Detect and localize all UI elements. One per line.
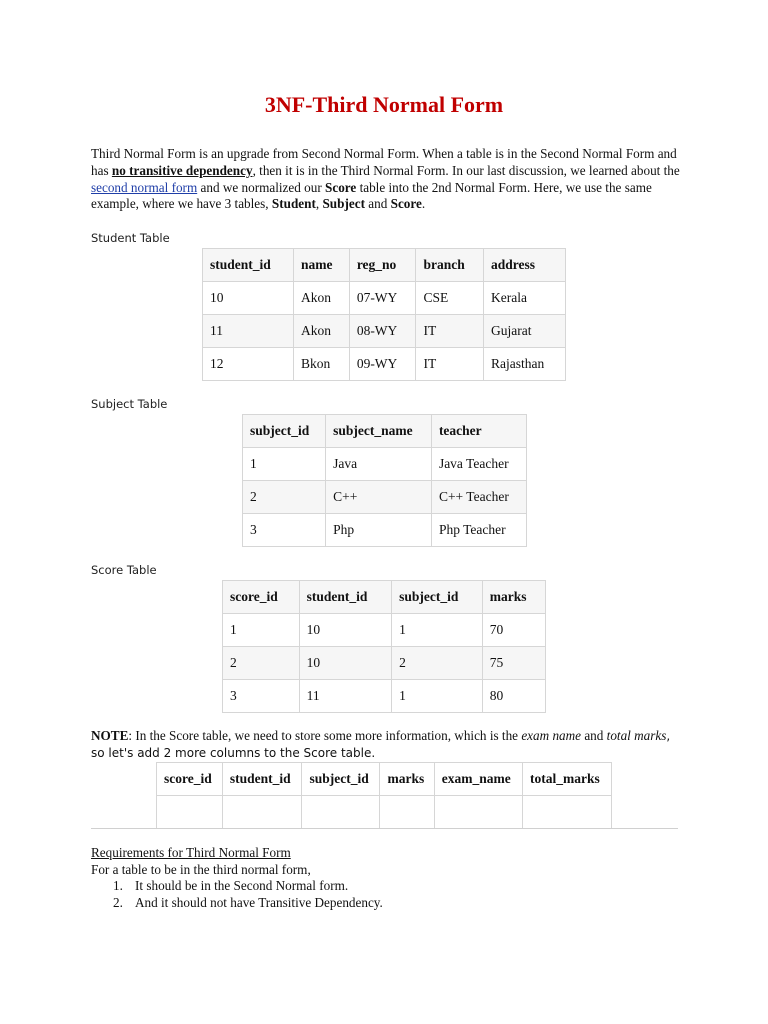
table-row bbox=[203, 315, 566, 348]
table-cell: 2 bbox=[243, 481, 326, 514]
table-cell: Bkon bbox=[293, 348, 349, 381]
column-header: subject_id bbox=[392, 581, 483, 614]
table-row bbox=[203, 348, 566, 381]
subject-table-caption: Subject Table bbox=[91, 397, 168, 411]
column-header: subject_name bbox=[326, 415, 432, 448]
column-header: marks bbox=[380, 763, 434, 796]
student-table-caption: Student Table bbox=[91, 231, 170, 245]
requirements-title: Requirements for Third Normal Form bbox=[91, 845, 291, 860]
table-row bbox=[243, 481, 527, 514]
table-cell: Rajasthan bbox=[484, 348, 566, 381]
table-cell: 80 bbox=[482, 680, 545, 713]
table-cell bbox=[434, 796, 522, 829]
intro-text: Third Normal Form is an upgrade from Second Normal Form. When a table is in the Second Normal Form and has bbox=[91, 146, 677, 178]
extended-score-table bbox=[156, 762, 612, 829]
table-cell: 09-WY bbox=[349, 348, 416, 381]
note-text: , so let's add 2 more columns to the Score table. bbox=[91, 729, 671, 760]
table-cell: 10 bbox=[299, 614, 392, 647]
table-cell: IT bbox=[416, 315, 484, 348]
page-title: 3NF-Third Normal Form bbox=[264, 92, 504, 117]
table-row bbox=[223, 614, 546, 647]
requirements-intro: For a table to be in the third normal form, bbox=[91, 862, 311, 877]
table-cell: C++ Teacher bbox=[431, 481, 526, 514]
note-text: : In the Score table, we need to store some more information, which is the bbox=[128, 728, 522, 743]
score-table-caption: Score Table bbox=[91, 563, 157, 577]
column-header: reg_no bbox=[349, 249, 416, 282]
column-header: student_id bbox=[203, 249, 294, 282]
intro-text: , then it is in the Third Normal Form. In our last discussion, we learned about the bbox=[252, 162, 680, 178]
table-cell: 08-WY bbox=[349, 315, 416, 348]
table-cell: Kerala bbox=[484, 282, 566, 315]
table-cell: Gujarat bbox=[484, 315, 566, 348]
list-number: 2. bbox=[113, 894, 123, 910]
table-row bbox=[223, 680, 546, 713]
intro-text: and bbox=[364, 196, 391, 212]
table-cell: Php bbox=[326, 514, 432, 547]
table-cell: Php Teacher bbox=[431, 514, 526, 547]
note-label: NOTE bbox=[91, 728, 129, 743]
table-cell: 1 bbox=[392, 614, 483, 647]
table-cell: 07-WY bbox=[349, 282, 416, 315]
subject-table bbox=[242, 414, 527, 547]
column-header: teacher bbox=[431, 415, 526, 448]
table-cell: 70 bbox=[482, 614, 545, 647]
intro-text: , bbox=[315, 196, 323, 212]
table-cell: 11 bbox=[299, 680, 392, 713]
table-header-row bbox=[203, 249, 566, 282]
table-cell: 10 bbox=[203, 282, 294, 315]
table-cell bbox=[157, 796, 223, 829]
intro-text: . bbox=[421, 196, 426, 212]
table-cell: IT bbox=[416, 348, 484, 381]
table-row bbox=[203, 282, 566, 315]
column-header: branch bbox=[416, 249, 484, 282]
table-cell: CSE bbox=[416, 282, 484, 315]
bold-score: Score bbox=[390, 196, 422, 212]
table-cell: 11 bbox=[203, 315, 294, 348]
table-row bbox=[223, 647, 546, 680]
table-cell: 2 bbox=[392, 647, 483, 680]
table-cell: Akon bbox=[293, 315, 349, 348]
table-header-row bbox=[223, 581, 546, 614]
table-cell bbox=[380, 796, 434, 829]
note-italic: exam name bbox=[521, 728, 582, 743]
table-cell: 2 bbox=[223, 647, 300, 680]
table-cell: 3 bbox=[223, 680, 300, 713]
table-row bbox=[243, 448, 527, 481]
intro-text: and we normalized our bbox=[197, 179, 326, 195]
table-cell: 1 bbox=[223, 614, 300, 647]
table-cell: 1 bbox=[392, 680, 483, 713]
student-table bbox=[202, 248, 566, 381]
table-row bbox=[157, 796, 612, 829]
table-cell bbox=[222, 796, 302, 829]
list-number: 1. bbox=[113, 878, 123, 893]
table-cell bbox=[522, 796, 611, 829]
horizontal-divider bbox=[91, 828, 678, 829]
no-transitive-dependency-text: no transitive dependency bbox=[111, 162, 253, 178]
intro-text: table into the 2nd Normal Form. Here, we use the same example, where we have 3 tables, bbox=[91, 179, 652, 212]
list-item-text: It should be in the Second Normal form. bbox=[135, 878, 349, 893]
column-header: score_id bbox=[157, 763, 223, 796]
table-header-row bbox=[243, 415, 527, 448]
table-cell: 75 bbox=[482, 647, 545, 680]
table-cell: Java Teacher bbox=[431, 448, 526, 481]
note-text: and bbox=[581, 728, 607, 743]
table-header-row bbox=[157, 763, 612, 796]
table-cell: 10 bbox=[299, 647, 392, 680]
column-header: marks bbox=[482, 581, 545, 614]
column-header: student_id bbox=[222, 763, 302, 796]
second-normal-form-link[interactable]: second normal form bbox=[91, 179, 198, 195]
column-header: subject_id bbox=[243, 415, 326, 448]
table-cell: Akon bbox=[293, 282, 349, 315]
bold-student: Student bbox=[271, 196, 316, 212]
table-cell: 3 bbox=[243, 514, 326, 547]
table-cell bbox=[302, 796, 380, 829]
table-cell: 1 bbox=[243, 448, 326, 481]
score-table bbox=[222, 580, 546, 713]
bold-score: Score bbox=[325, 179, 357, 195]
table-cell: Java bbox=[326, 448, 432, 481]
column-header: exam_name bbox=[434, 763, 522, 796]
requirements-list bbox=[91, 878, 383, 912]
note-paragraph bbox=[91, 728, 681, 762]
column-header: name bbox=[293, 249, 349, 282]
table-row bbox=[243, 514, 527, 547]
list-item-text: And it should not have Transitive Dependency. bbox=[135, 894, 383, 910]
table-cell: 12 bbox=[203, 348, 294, 381]
column-header: address bbox=[484, 249, 566, 282]
column-header: subject_id bbox=[302, 763, 380, 796]
bold-subject: Subject bbox=[322, 196, 365, 212]
intro-paragraph bbox=[91, 146, 681, 213]
list-item bbox=[91, 878, 383, 895]
list-item bbox=[91, 895, 383, 912]
note-italic: total marks bbox=[606, 728, 667, 743]
table-cell: C++ bbox=[326, 481, 432, 514]
column-header: student_id bbox=[299, 581, 392, 614]
column-header: score_id bbox=[223, 581, 300, 614]
column-header: total_marks bbox=[522, 763, 611, 796]
